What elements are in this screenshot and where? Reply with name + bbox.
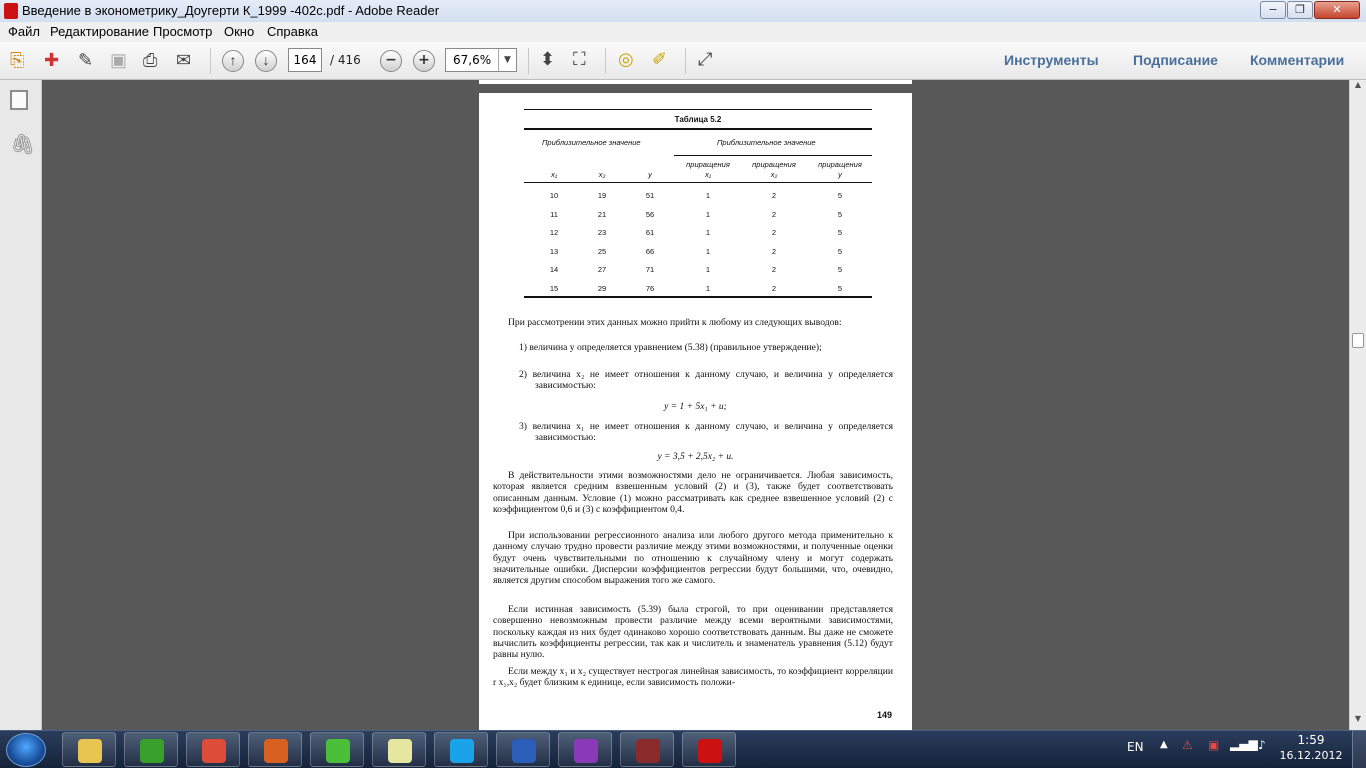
paragraph: Если между x₁ и x₂ существует нестрогая линейная зависимость, то коэффициент корреляции r x₁,x₂ будет близким к единице, если зависимость положи- xyxy=(493,666,893,689)
vertical-scrollbar[interactable] xyxy=(1349,80,1366,730)
winrar-icon xyxy=(636,739,660,763)
taskbar-app-button[interactable] xyxy=(248,732,302,767)
minimize-button[interactable]: − xyxy=(1260,1,1286,19)
utorrent-icon xyxy=(140,739,164,763)
table-col-header-top: приращения xyxy=(752,160,796,169)
table-cell: 5 xyxy=(837,246,843,256)
maximize-button[interactable]: ❐ xyxy=(1287,1,1313,19)
page-total: / 416 xyxy=(330,53,361,67)
table-cell: 15 xyxy=(549,284,559,293)
explorer-icon xyxy=(78,739,102,763)
adobe-reader-icon xyxy=(4,3,18,19)
table-group-header: Приблизительное значение xyxy=(542,138,641,147)
previous-page-button[interactable]: ↑ xyxy=(222,50,244,72)
toolbar-separator xyxy=(528,48,529,74)
formula: y = 3,5 + 2,5x₂ + u. xyxy=(657,452,734,462)
page-number-input[interactable]: 164 xyxy=(288,48,322,72)
taskbar-app-button[interactable] xyxy=(496,732,550,767)
table-cell: 10 xyxy=(549,191,559,200)
taskbar-app-button[interactable] xyxy=(186,732,240,767)
table-cell: 13 xyxy=(549,246,559,256)
table-col-header: x₁ xyxy=(704,170,712,179)
taskbar-app-button[interactable] xyxy=(372,732,426,767)
table-cell: 2 xyxy=(771,246,777,256)
table-col-header: y xyxy=(648,170,652,179)
table-cell: 61 xyxy=(645,228,655,238)
table-cell: 5 xyxy=(837,284,843,293)
table-title: Таблица 5.2 xyxy=(674,115,722,124)
attachments-icon[interactable]: 🖇 xyxy=(10,132,36,156)
previous-page-edge xyxy=(479,80,912,84)
djvu-icon xyxy=(574,739,598,763)
list-item: 3) величина x₁ не имеет отношения к данному случаю, и величина y определяется зависимостью: xyxy=(519,421,893,444)
language-indicator[interactable]: EN xyxy=(1127,740,1144,754)
table-cell: 1 xyxy=(705,191,711,200)
navigation-panel xyxy=(0,80,42,730)
table-cell: 2 xyxy=(771,209,777,219)
sign-link[interactable]: Подписание xyxy=(1133,52,1218,68)
fit-width-icon[interactable]: ⬍ xyxy=(540,49,556,70)
menu-help[interactable]: Справка xyxy=(267,24,318,39)
skype-icon xyxy=(450,739,474,763)
open-icon[interactable]: ⎘ xyxy=(10,50,25,70)
page-thumbnails-icon[interactable] xyxy=(10,90,28,110)
table-cell: 1 xyxy=(705,209,711,219)
table-cell: 27 xyxy=(597,265,607,275)
burn-icon xyxy=(264,739,288,763)
zoom-value: 67,6% xyxy=(453,53,492,67)
table-cell: 11 xyxy=(550,209,558,219)
formula: y = 1 + 5x₁ + u; xyxy=(664,402,727,412)
volume-icon[interactable]: ♪ xyxy=(1258,738,1266,752)
system-tray xyxy=(1120,730,1366,768)
table-col-header: x₂ xyxy=(770,170,778,179)
taskbar-app-button[interactable] xyxy=(124,732,178,767)
zoom-out-button[interactable]: − xyxy=(380,50,402,72)
start-button[interactable] xyxy=(6,733,46,767)
comment-icon[interactable]: ◎ xyxy=(618,49,634,70)
menu-window[interactable]: Окно xyxy=(224,24,255,39)
table-cell: 2 xyxy=(771,265,777,275)
taskbar-app-button[interactable] xyxy=(620,732,674,767)
paragraph: Если истинная зависимость (5.39) была строгой, то при оценивании представляется совершенно невозможным провести различие между всеми вероятными зависимостями, поскольку каждая из них будет одинаково хорошо соответствовать данным. Вы даже не сможете вычислить коэффициенты регрессии, так как и числитель и знаменатель уравнения (5.12) будут равны нулю. xyxy=(493,604,893,661)
table-col-header: x₂ xyxy=(598,170,606,179)
table-cell: 1 xyxy=(705,284,711,293)
page-number: 149 xyxy=(877,710,893,720)
edit-icon[interactable]: ✎ xyxy=(78,50,94,70)
save-icon[interactable]: ▣ xyxy=(110,50,128,70)
close-button[interactable]: ✕ xyxy=(1314,1,1360,19)
word-icon xyxy=(512,739,536,763)
messenger-icon xyxy=(326,739,350,763)
table-cell: 1 xyxy=(705,228,711,238)
tools-link[interactable]: Инструменты xyxy=(1004,52,1099,68)
fit-page-icon[interactable]: ⛶ xyxy=(573,49,586,70)
toolbar-separator xyxy=(210,48,211,74)
scroll-up-icon[interactable]: ▲ xyxy=(1354,80,1362,89)
table-group-header: Приблизительное значение xyxy=(717,138,816,147)
table-cell: 5 xyxy=(837,265,843,275)
comments-link[interactable]: Комментарии xyxy=(1250,52,1345,68)
scroll-down-icon[interactable]: ▼ xyxy=(1354,714,1362,723)
table-cell: 2 xyxy=(771,228,777,238)
email-icon[interactable]: ✉ xyxy=(176,50,192,70)
title-bar xyxy=(0,0,1366,22)
table-cell: 12 xyxy=(549,228,559,238)
window-title: Введение в эконометрику_Доугерти К_1999 -402с.pdf - Adobe Reader xyxy=(22,3,440,18)
menu-edit[interactable]: Редактирование xyxy=(50,24,150,39)
table-cell: 2 xyxy=(771,191,777,200)
signal-icon[interactable]: ▂▄▆ xyxy=(1230,737,1258,751)
table-cell: 19 xyxy=(597,191,607,200)
table-cell: 56 xyxy=(645,209,655,219)
notes-icon xyxy=(388,739,412,763)
table-cell: 1 xyxy=(705,265,711,275)
next-page-button[interactable]: ↓ xyxy=(255,50,277,72)
expand-icon[interactable]: ⤢ xyxy=(698,49,713,70)
toolbar-separator xyxy=(685,48,686,74)
paragraph-intro: При рассмотрении этих данных можно прийти к любому из следующих выводов: xyxy=(508,317,842,328)
table-cell: 66 xyxy=(645,246,655,256)
taskbar-app-button[interactable] xyxy=(682,732,736,767)
taskbar-app-button[interactable] xyxy=(558,732,612,767)
zoom-in-button[interactable]: + xyxy=(413,50,435,72)
table-cell: 76 xyxy=(645,284,655,293)
clock-date[interactable]: 16.12.2012 xyxy=(1279,749,1343,762)
table-cell: 14 xyxy=(549,265,559,275)
chrome-icon xyxy=(202,739,226,763)
table-cell: 29 xyxy=(597,284,607,293)
highlight-icon[interactable]: ✐ xyxy=(652,49,668,70)
table-cell: 71 xyxy=(645,265,655,275)
create-pdf-icon[interactable]: ✚ xyxy=(44,50,60,70)
table-col-header-top: приращения xyxy=(686,160,730,169)
paragraph: При использовании регрессионного анализа или любого другого метода применительно к данному случаю трудно провести различие между этими возможностями, и полученные оценки будут очень чувствительными по отношению к случайному члену и могут содержать значительные ошибки. Дисперсии коэффициентов регрессии будут большими, что, очевидно, является другим способом выражения того же самого. xyxy=(493,530,893,587)
print-icon[interactable]: ⎙ xyxy=(143,50,158,70)
chevron-down-icon[interactable]: ▼ xyxy=(498,49,516,71)
table-cell: 5 xyxy=(837,228,843,238)
network-icon[interactable]: ⚠ xyxy=(1182,738,1193,752)
table-cell: 5 xyxy=(837,209,843,219)
menu-view[interactable]: Просмотр xyxy=(153,24,213,39)
table-cell: 25 xyxy=(597,246,607,256)
clock-time[interactable]: 1:59 xyxy=(1297,733,1325,747)
table-cell: 21 xyxy=(597,209,607,219)
table-cell: 23 xyxy=(597,228,607,238)
table-col-header: x₁ xyxy=(550,170,558,179)
table-cell: 5 xyxy=(837,191,843,200)
menu-bar xyxy=(0,22,1366,42)
paragraph: В действительности этими возможностями дело не ограничивается. Любая зависимость, которая является средним взвешенным условий (2) и (3), также будет соответствовать описанным данным. Условие (1) можно рассматривать как среднее взвешенное условий (2) с коэффициентом 0,6 и (3) с коэффициентом 0,4. xyxy=(493,470,893,515)
adobe-reader-icon xyxy=(698,739,722,763)
taskbar-app-button[interactable] xyxy=(62,732,116,767)
document-page xyxy=(479,93,912,730)
list-item: 1) величина y определяется уравнением (5.38) (правильное утверждение); xyxy=(519,342,822,353)
toolbar-separator xyxy=(605,48,606,74)
tray-expand-icon[interactable]: ▲ xyxy=(1160,739,1168,750)
list-item: 2) величина x₂ не имеет отношения к данному случаю, и величина y определяется зависимостью: xyxy=(519,369,893,392)
scroll-thumb[interactable] xyxy=(1352,333,1364,348)
table-cell: 1 xyxy=(705,246,711,256)
battery-icon[interactable]: ▣ xyxy=(1208,738,1220,752)
show-desktop-button[interactable] xyxy=(1352,730,1366,768)
zoom-select[interactable] xyxy=(445,48,517,72)
menu-file[interactable]: Файл xyxy=(8,24,40,39)
taskbar-app-button[interactable] xyxy=(434,732,488,767)
table-col-header-top: приращения xyxy=(818,160,862,169)
table-cell: 51 xyxy=(645,191,655,200)
table-col-header: y xyxy=(838,170,842,179)
taskbar-app-button[interactable] xyxy=(310,732,364,767)
table-cell: 2 xyxy=(771,284,777,293)
